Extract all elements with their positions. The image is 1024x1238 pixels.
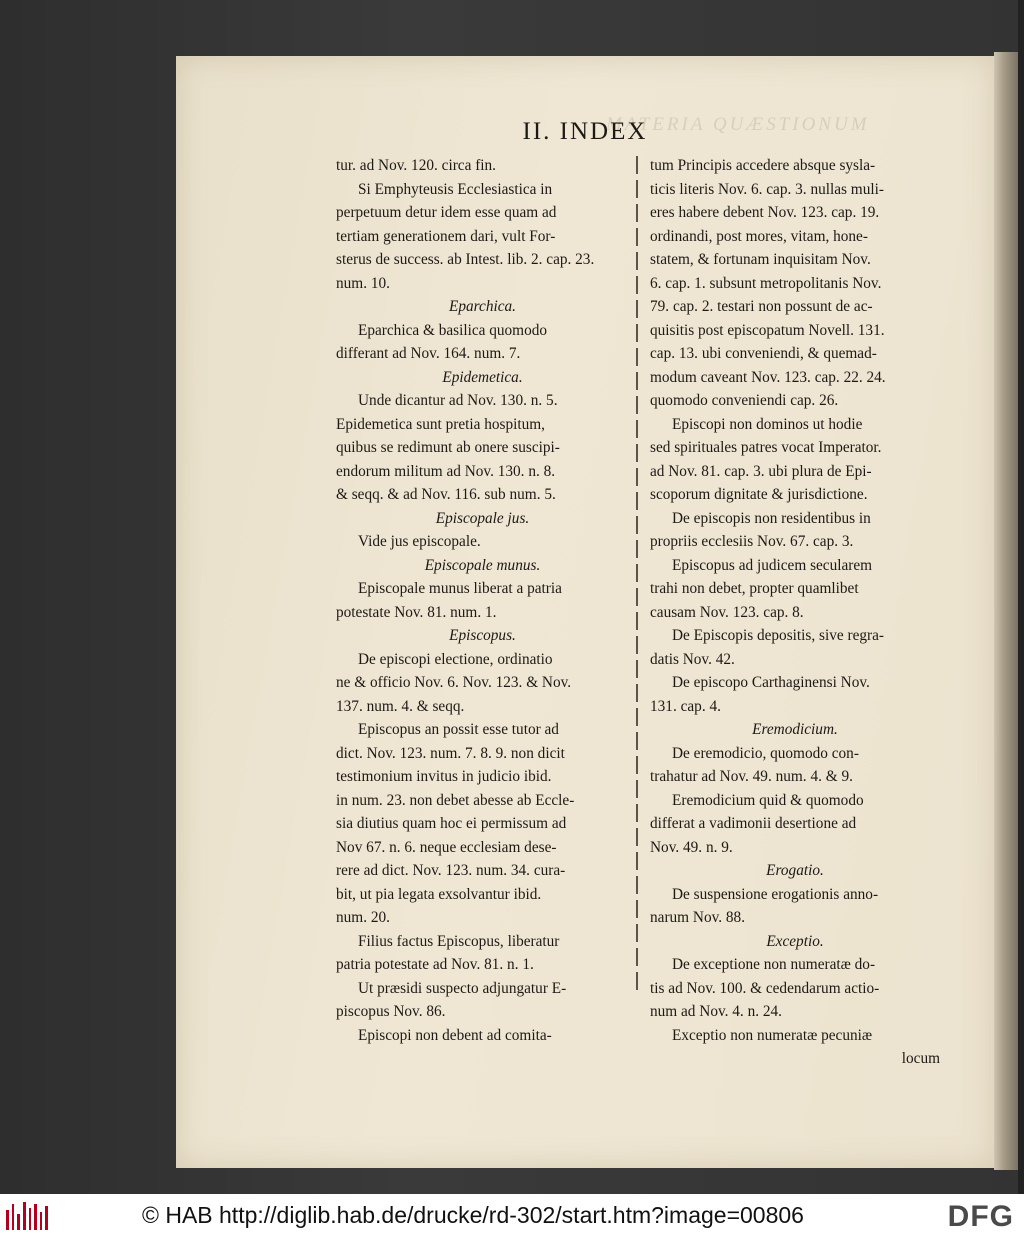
copyright-link[interactable]: © HAB http://diglib.hab.de/drucke/rd-302/start.htm?image=00806 xyxy=(142,1202,804,1228)
index-heading: Eremodicium. xyxy=(752,721,838,738)
index-heading: Eparchica. xyxy=(449,298,516,315)
text-line: ad Nov. 81. cap. 3. ubi plura de Epi- xyxy=(650,462,872,480)
text-line: num. 20. xyxy=(336,909,390,926)
library-logo-icon xyxy=(6,1202,48,1230)
text-line: sed spirituales patres vocat Imperator. xyxy=(650,439,882,456)
index-heading: Episcopus. xyxy=(449,627,516,644)
text-line: 79. cap. 2. testari non possunt de ac- xyxy=(650,298,873,315)
text-line: De episcopo Carthaginensi Nov. xyxy=(672,674,870,691)
column-rule xyxy=(636,156,638,994)
text-line: Episcopus ad judicem secularem xyxy=(672,556,873,574)
dfg-logo: DFG xyxy=(947,1200,1014,1233)
index-heading: Erogatio. xyxy=(766,862,824,879)
text-line: locum xyxy=(901,1050,940,1067)
text-line: differant ad Nov. 164. num. 7. xyxy=(336,345,521,362)
bleed-through-text: MATERIA QUÆSTIONUM xyxy=(606,114,870,135)
text-line: trahi non debet, propter quamlibet xyxy=(650,580,859,597)
text-line: De eremodicio, quomodo con- xyxy=(672,744,859,762)
text-line: ne & officio Nov. 6. Nov. 123. & Nov. xyxy=(336,674,572,691)
text-line: Eremodicium quid & quomodo xyxy=(672,791,864,809)
text-line: & seqq. & ad Nov. 116. sub num. 5. xyxy=(336,486,556,503)
text-line: tis ad Nov. 100. & cedendarum actio- xyxy=(650,979,880,997)
text-line: tertiam generationem dari, vult For- xyxy=(336,227,556,245)
page-heading: II. INDEX xyxy=(522,118,648,145)
text-line: scoporum dignitate & jurisdictione. xyxy=(650,486,868,503)
text-line: trahatur ad Nov. 49. num. 4. & 9. xyxy=(650,768,853,785)
left-column xyxy=(336,154,629,1047)
text-line: Episcopi non dominos ut hodie xyxy=(672,415,863,433)
right-column xyxy=(650,154,940,1071)
text-line: potestate Nov. 81. num. 1. xyxy=(336,603,497,621)
text-line: 137. num. 4. & seqq. xyxy=(336,697,465,715)
book-page xyxy=(176,56,994,1168)
text-line: Unde dicantur ad Nov. 130. n. 5. xyxy=(358,392,558,409)
text-line: modum caveant Nov. 123. cap. 22. 24. xyxy=(650,368,886,386)
text-line: De exceptione non numeratæ do- xyxy=(672,956,876,973)
text-line: 131. cap. 4. xyxy=(650,697,721,715)
text-line: propriis ecclesiis Nov. 67. cap. 3. xyxy=(650,533,854,550)
text-line: eres habere debent Nov. 123. cap. 19. xyxy=(650,204,880,221)
text-line: bit, ut pia legata exsolvantur ibid. xyxy=(336,885,542,903)
text-line: Filius factus Episcopus, liberatur xyxy=(358,932,560,950)
text-line: De suspensione erogationis anno- xyxy=(672,885,879,903)
text-line: patria potestate ad Nov. 81. n. 1. xyxy=(336,956,534,973)
text-line: in num. 23. non debet abesse ab Eccle- xyxy=(336,791,575,809)
text-line: quibus se redimunt ab onere suscipi- xyxy=(336,439,560,456)
text-line: perpetuum detur idem esse quam ad xyxy=(336,204,557,221)
text-line: datis Nov. 42. xyxy=(650,650,735,668)
text-line: tum Principis accedere absque sysla- xyxy=(650,157,876,174)
text-line: De episcopi electione, ordinatio xyxy=(358,650,553,668)
text-line: 6. cap. 1. subsunt metropolitanis Nov. xyxy=(650,274,882,292)
text-line: differat a vadimonii desertione ad xyxy=(650,815,857,832)
text-line: cap. 13. ubi conveniendi, & quemad- xyxy=(650,345,877,362)
text-line: endorum militum ad Nov. 130. n. 8. xyxy=(336,462,556,480)
index-heading: Episcopale jus. xyxy=(435,509,530,527)
text-line: rere ad dict. Nov. 123. num. 34. cura- xyxy=(336,862,566,879)
text-line: Vide jus episcopale. xyxy=(358,533,481,550)
index-heading: Exceptio. xyxy=(766,932,824,950)
text-line: quomodo conveniendi cap. 26. xyxy=(650,392,839,409)
text-line: Episcopale munus liberat a patria xyxy=(358,580,562,597)
text-line: Episcopi non debent ad comita- xyxy=(358,1026,552,1044)
text-line: statem, & fortunam inquisitam Nov. xyxy=(650,251,871,268)
text-line: sterus de success. ab Intest. lib. 2. cap. 23. xyxy=(336,251,595,268)
text-line: narum Nov. 88. xyxy=(650,909,746,926)
text-line: ordinandi, post mores, vitam, hone- xyxy=(650,227,868,245)
text-line: Si Emphyteusis Ecclesiastica in xyxy=(358,180,553,198)
index-heading: Epidemetica. xyxy=(442,368,523,386)
text-line: De Episcopis depositis, sive regra- xyxy=(672,627,884,644)
text-line: Nov 67. n. 6. neque ecclesiam dese- xyxy=(336,838,557,856)
text-line: dict. Nov. 123. num. 7. 8. 9. non dicit xyxy=(336,744,565,762)
text-line: Ut præsidi suspecto adjungatur E- xyxy=(358,979,567,997)
text-line: Exceptio non numeratæ pecuniæ xyxy=(672,1026,873,1044)
index-heading: Episcopale munus. xyxy=(424,556,541,574)
text-line: piscopus Nov. 86. xyxy=(336,1003,446,1020)
text-line: quisitis post episcopatum Novell. 131. xyxy=(650,321,885,339)
text-line: Epidemetica sunt pretia hospitum, xyxy=(336,415,546,433)
page-edge xyxy=(994,52,1018,1170)
text-line: De episcopis non residentibus in xyxy=(672,509,871,527)
scan-border xyxy=(1018,0,1024,1194)
footer-bar xyxy=(0,1194,1024,1238)
text-line: causam Nov. 123. cap. 8. xyxy=(650,603,804,621)
text-line: Episcopus an possit esse tutor ad xyxy=(358,721,559,738)
text-line: testimonium invitus in judicio ibid. xyxy=(336,768,552,785)
text-line: ticis literis Nov. 6. cap. 3. nullas muli- xyxy=(650,180,884,198)
text-line: Nov. 49. n. 9. xyxy=(650,838,733,856)
text-line: Eparchica & basilica quomodo xyxy=(358,321,548,339)
text-line: num. 10. xyxy=(336,274,390,292)
text-line: tur. ad Nov. 120. circa fin. xyxy=(336,157,497,174)
text-line: num ad Nov. 4. n. 24. xyxy=(650,1003,782,1020)
text-line: sia diutius quam hoc ei permissum ad xyxy=(336,815,567,832)
